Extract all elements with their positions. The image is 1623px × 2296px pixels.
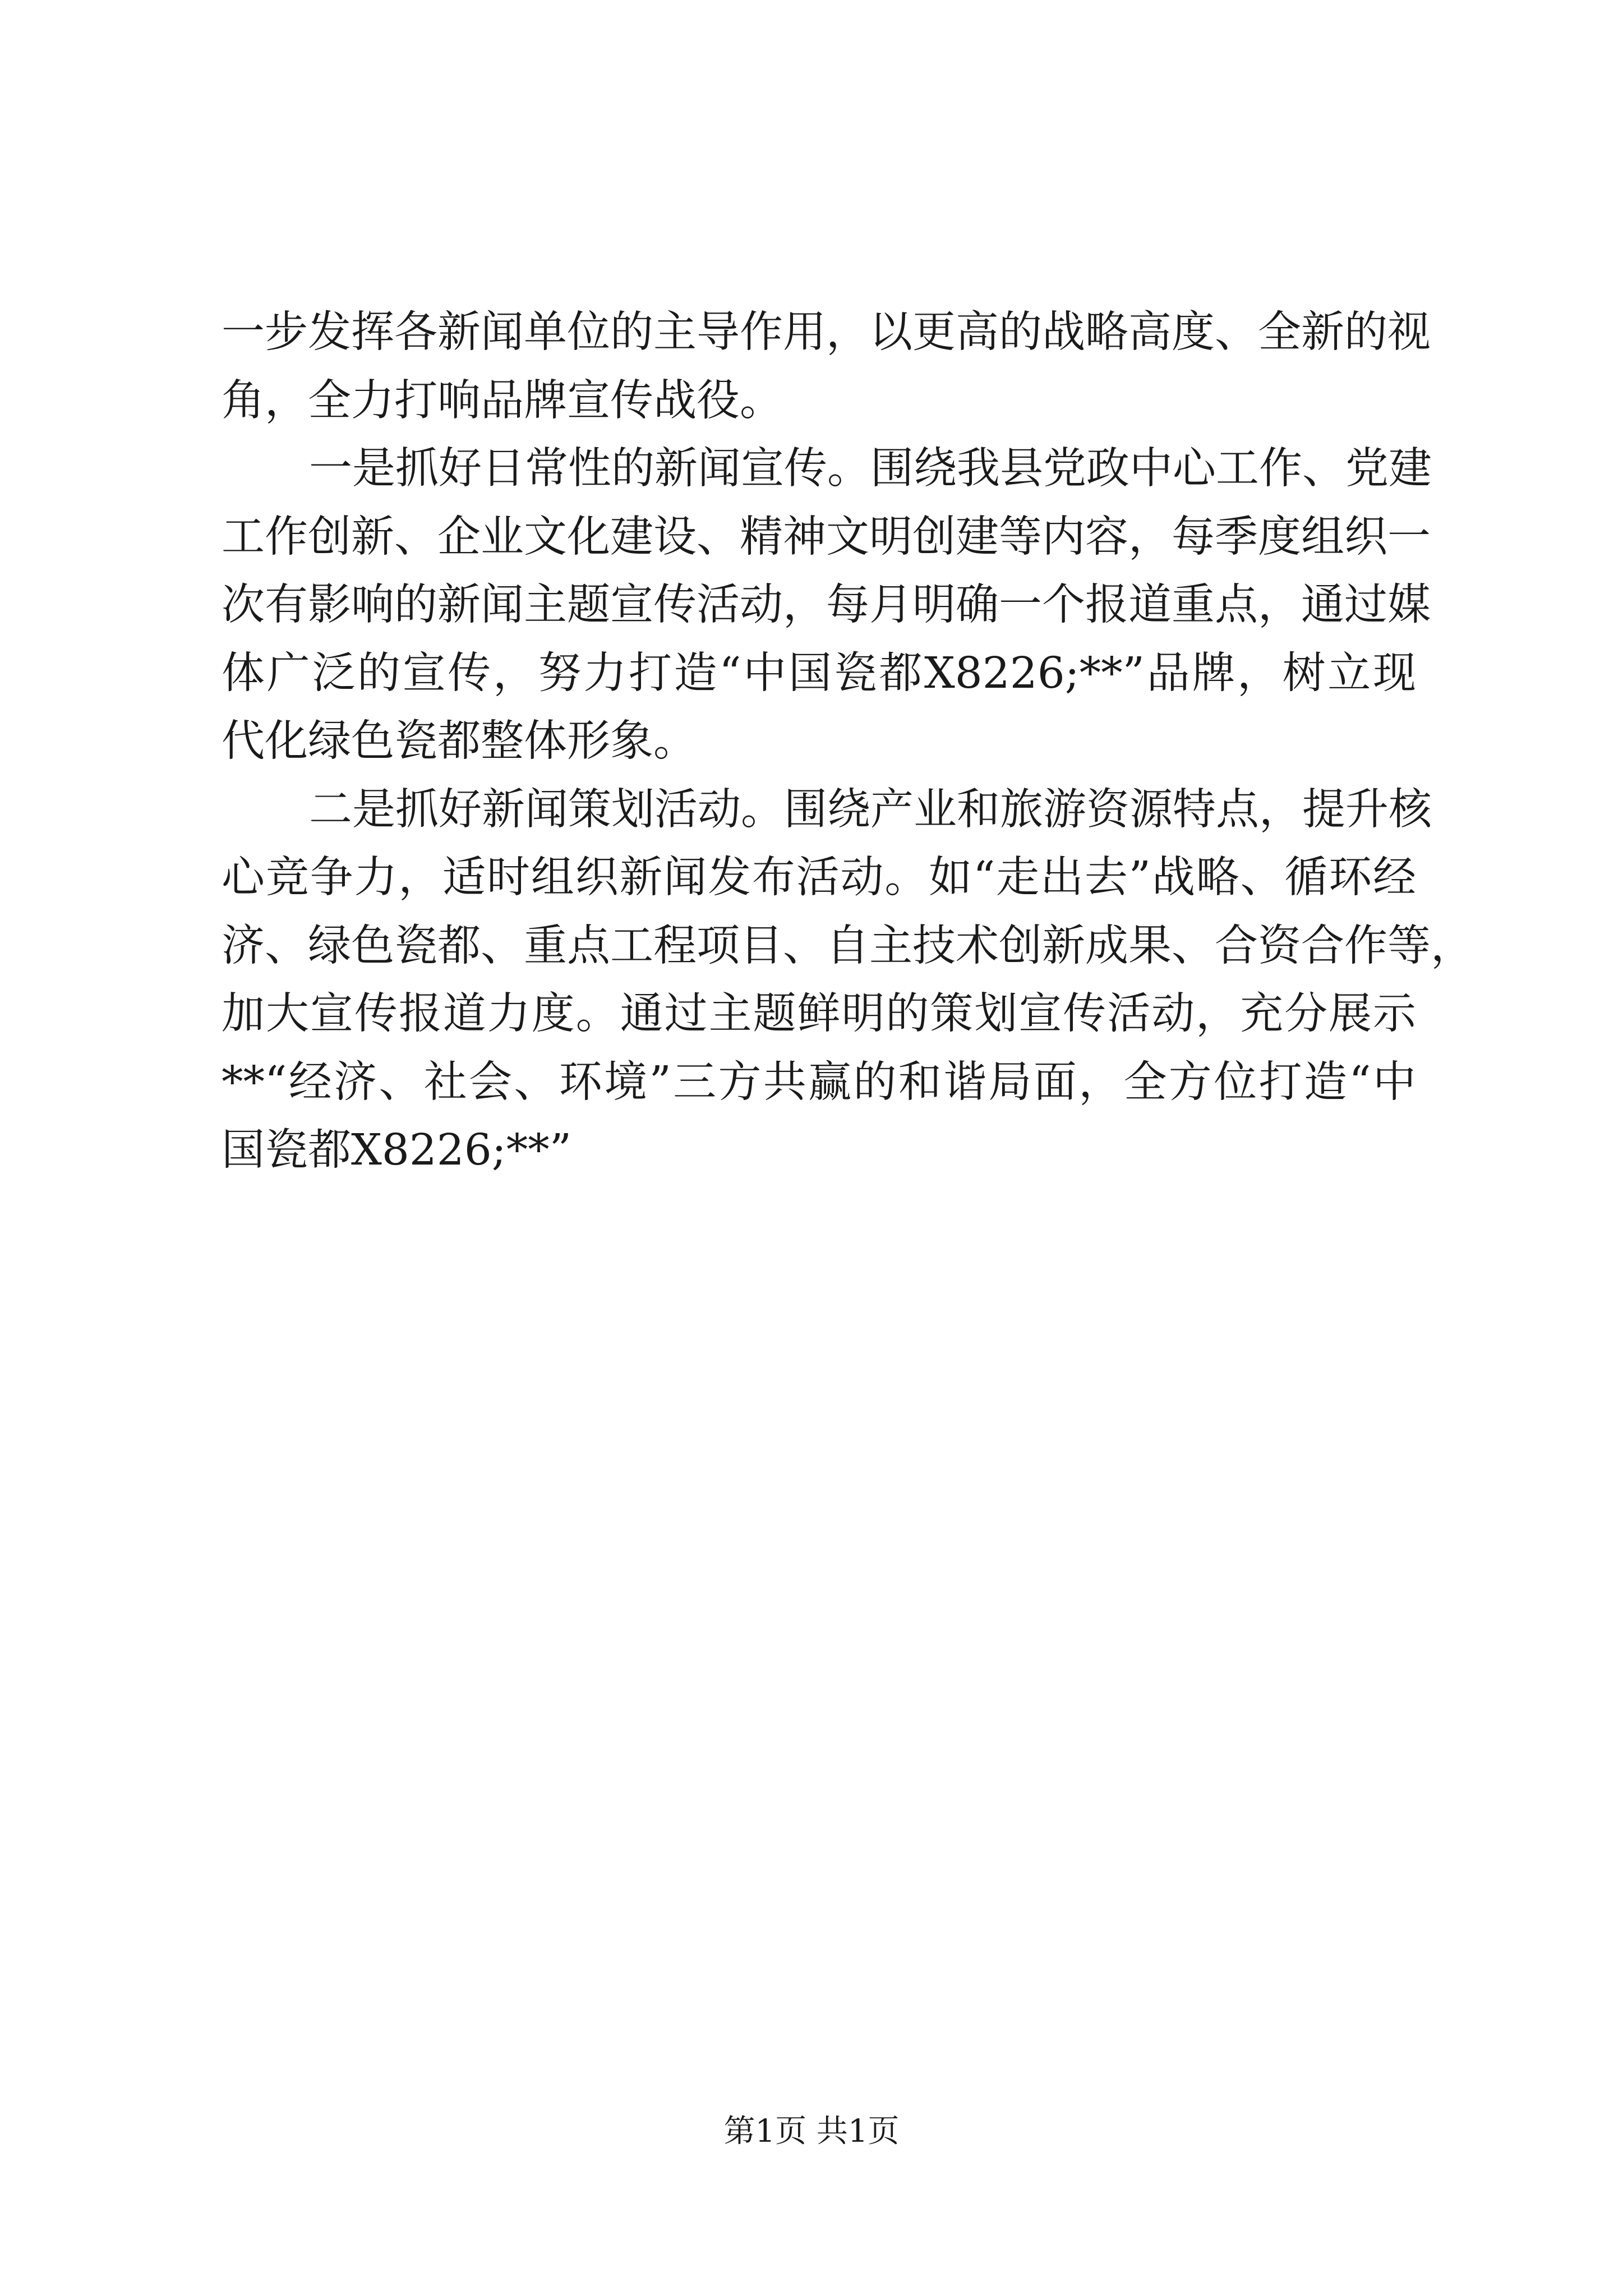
text-line: 代化绿色瓷都整体形象。 (222, 716, 697, 766)
text-line: 角，全力打响品牌宣传战役。 (222, 375, 783, 426)
text-line: 一步发挥各新闻单位的主导作用，以更高的战略高度、全新的视 (222, 307, 1431, 357)
text-line: 国瓷都X8226;**” (222, 1125, 572, 1175)
document-body (222, 298, 1474, 1185)
paragraph-first-line: 二是抓好新闻策划活动。围绕产业和旅游资源特点，提升核 (309, 784, 1432, 835)
text-line: 济、绿色瓷都、重点工程项目、自主技术创新成果、合资合作等， (222, 921, 1474, 971)
text-line: 工作创新、企业文化建设、精神文明创建等内容，每季度组织一 (222, 512, 1431, 562)
text-line: 体广泛的宣传，努力打造“中国瓷都X8226;**”品牌，树立现 (222, 648, 1416, 698)
page-footer (0, 2109, 1623, 2154)
text-line: 次有影响的新闻主题宣传活动，每月明确一个报道重点，通过媒 (222, 580, 1431, 630)
text-line: 心竞争力，适时组织新闻发布活动。如“走出去”战略、循环经 (222, 853, 1416, 903)
page-number: 第1页 共1页 (723, 2113, 900, 2150)
text-line: 加大宣传报道力度。通过主题鲜明的策划宣传活动，充分展示 (222, 989, 1416, 1039)
text-line: **“经济、社会、环境”三方共赢的和谐局面，全方位打造“中 (222, 1057, 1416, 1107)
paragraph-first-line: 一是抓好日常性的新闻宣传。围绕我县党政中心工作、党建 (309, 444, 1432, 494)
